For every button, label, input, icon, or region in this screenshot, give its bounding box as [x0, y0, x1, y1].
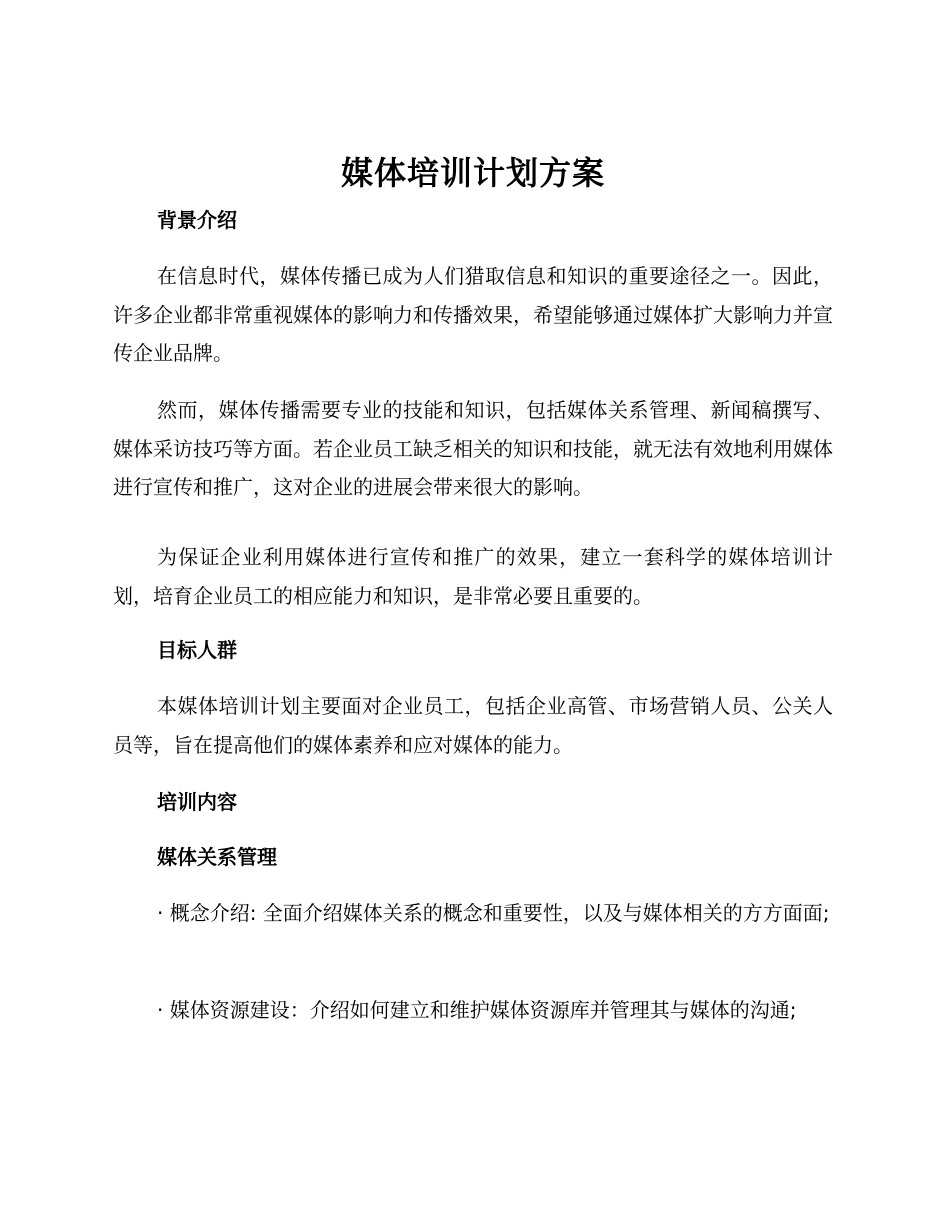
- section-heading-content: 培训内容: [157, 790, 237, 814]
- list-item: · 媒体资源建设：介绍如何建立和维护媒体资源库并管理其与媒体的沟通;: [157, 998, 797, 1022]
- section-heading-audience: 目标人群: [157, 638, 237, 662]
- paragraph: 为保证企业利用媒体进行宣传和推广的效果，建立一套科学的媒体培训计划，培育企业员工的相应能力和知识，是非常必要且重要的。: [113, 545, 833, 608]
- section-heading-background: 背景介绍: [157, 208, 237, 232]
- paragraph: 然而，媒体传播需要专业的技能和知识，包括媒体关系管理、新闻稿撰写、媒体采访技巧等方面。若企业员工缺乏相关的知识和技能，就无法有效地利用媒体进行宣传和推广，这对企业的进展会带来很大的影响。: [113, 398, 833, 499]
- paragraph: 本媒体培训计划主要面对企业员工，包括企业高管、市场营销人员、公关人员等，旨在提高他们的媒体素养和应对媒体的能力。: [113, 694, 833, 757]
- paragraph: 在信息时代，媒体传播已成为人们猎取信息和知识的重要途径之一。因此，许多企业都非常重视媒体的影响力和传播效果，希望能够通过媒体扩大影响力并宣传企业品牌。: [113, 264, 833, 365]
- list-item: · 概念介绍: 全面介绍媒体关系的概念和重要性，以及与媒体相关的方方面面;: [157, 901, 830, 925]
- subsection-heading-media-relations: 媒体关系管理: [157, 845, 277, 869]
- document-title: 媒体培训计划方案: [340, 154, 605, 192]
